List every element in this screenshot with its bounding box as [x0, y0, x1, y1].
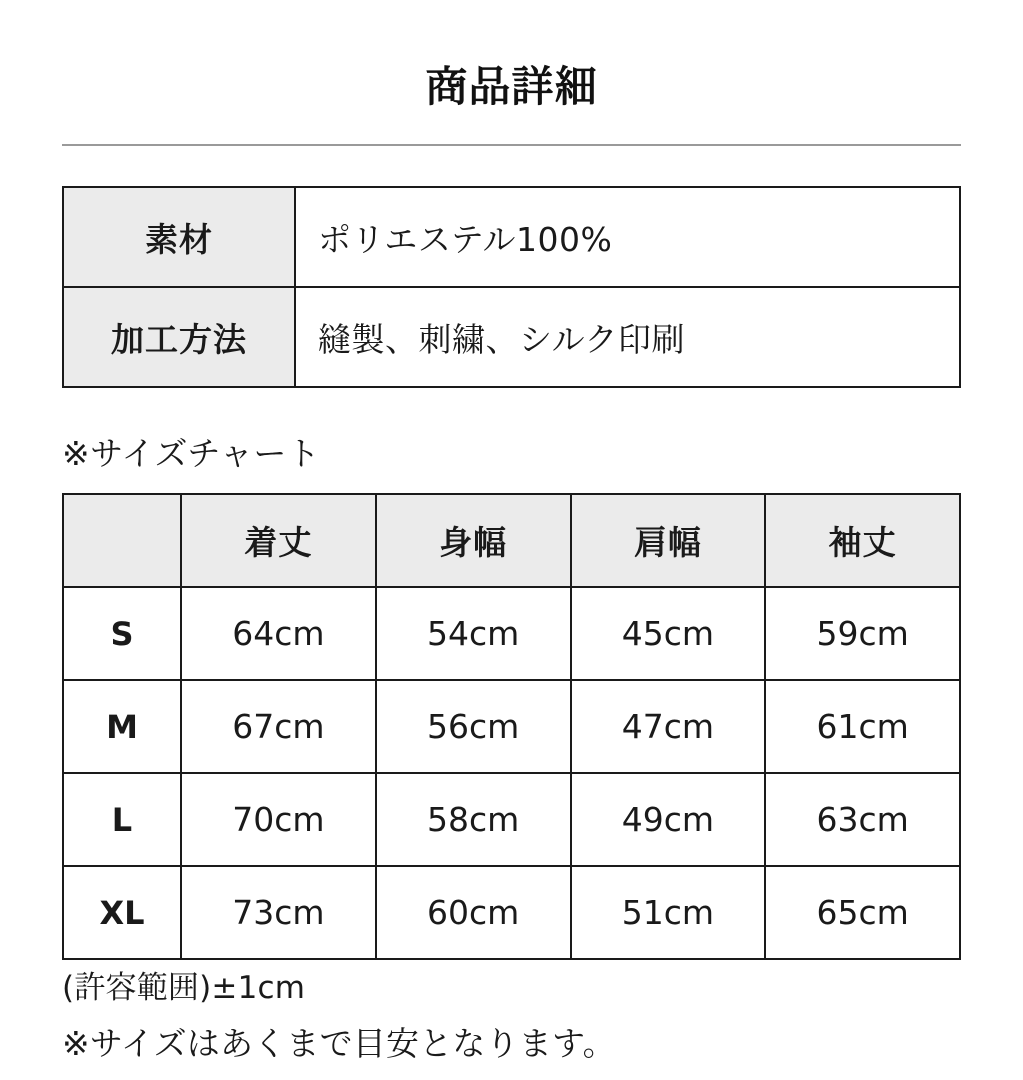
size-chart-header-shoulder: 肩幅	[571, 494, 766, 587]
size-cell: 49cm	[571, 773, 766, 866]
size-label-xl: XL	[63, 866, 181, 959]
size-chart-header-length: 着丈	[181, 494, 376, 587]
size-cell: 54cm	[376, 587, 571, 680]
size-chart-corner-header	[63, 494, 181, 587]
spec-label-process: 加工方法	[63, 287, 295, 387]
table-row	[63, 287, 960, 387]
size-chart-header-width: 身幅	[376, 494, 571, 587]
size-cell: 61cm	[765, 680, 960, 773]
size-cell: 56cm	[376, 680, 571, 773]
size-label-m: M	[63, 680, 181, 773]
spec-value-process: 縫製、刺繍、シルク印刷	[295, 287, 960, 387]
table-row	[63, 773, 960, 866]
tolerance-note: (許容範囲)±1cm	[62, 970, 306, 1007]
table-row	[63, 187, 960, 287]
size-cell: 63cm	[765, 773, 960, 866]
size-cell: 51cm	[571, 866, 766, 959]
spec-value-material: ポリエステル100%	[295, 187, 960, 287]
table-row	[63, 680, 960, 773]
size-cell: 67cm	[181, 680, 376, 773]
size-cell: 45cm	[571, 587, 766, 680]
spec-label-material: 素材	[63, 187, 295, 287]
size-cell: 73cm	[181, 866, 376, 959]
size-cell: 60cm	[376, 866, 571, 959]
size-chart-table	[62, 493, 961, 960]
approximate-size-note: ※サイズはあくまで目安となります。	[62, 1023, 616, 1063]
table-row	[63, 866, 960, 959]
size-cell: 65cm	[765, 866, 960, 959]
page-title: 商品詳細	[425, 62, 598, 111]
size-label-s: S	[63, 587, 181, 680]
size-chart-header-sleeve: 袖丈	[765, 494, 960, 587]
title-divider	[62, 144, 961, 146]
size-label-l: L	[63, 773, 181, 866]
size-cell: 47cm	[571, 680, 766, 773]
table-row	[63, 587, 960, 680]
size-chart-caption: ※サイズチャート	[62, 434, 321, 474]
size-cell: 58cm	[376, 773, 571, 866]
specification-table	[62, 186, 961, 388]
size-cell: 70cm	[181, 773, 376, 866]
table-header-row	[63, 494, 960, 587]
size-cell: 64cm	[181, 587, 376, 680]
size-cell: 59cm	[765, 587, 960, 680]
